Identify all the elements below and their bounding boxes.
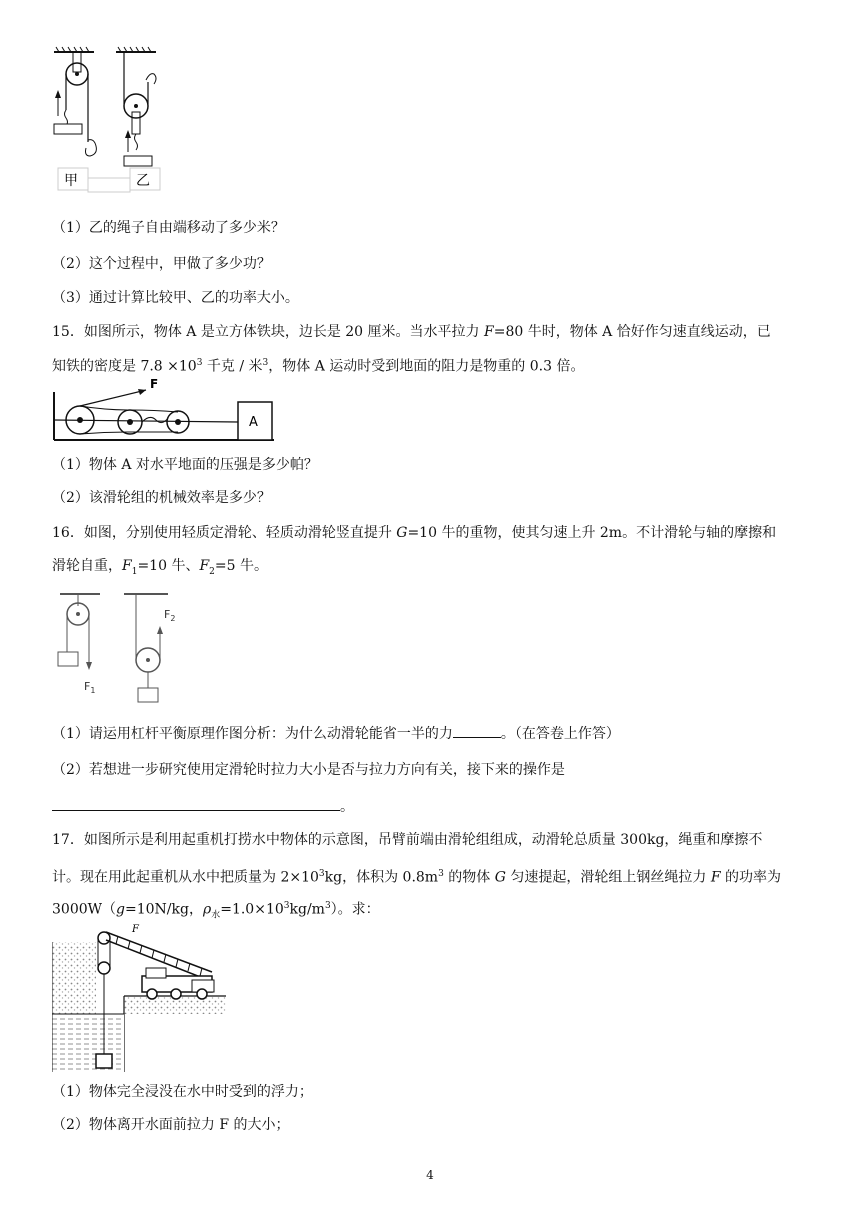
page-number: 4 — [426, 1168, 434, 1182]
figure-q16-svg — [54, 590, 204, 708]
label-F1: $F_1$ — [84, 680, 96, 695]
q16-sub2: （2）若想进一步研究使用定滑轮时拉力大小是否与拉力方向有关，接下来的操作是 — [52, 762, 565, 778]
q17-sub2: （2）物体离开水面前拉力 F 的大小； — [52, 1117, 290, 1133]
q15-stem-line1: 15．如图所示，物体 A 是立方体铁块，边长是 20 厘米。当水平拉力 F=80 牛时，物体 A 恰好作匀速直线运动，已 — [52, 324, 771, 340]
label-A: A — [249, 415, 258, 430]
q14-sub2: （2）这个过程中，甲做了多少功？ — [52, 256, 271, 272]
q14-sub3: （3）通过计算比较甲、乙的功率大小。 — [52, 290, 299, 306]
figure-q15-svg — [50, 378, 276, 442]
label-F: F — [132, 924, 139, 935]
answer-blank-2 — [52, 796, 340, 811]
label-yi: 乙 — [136, 173, 150, 189]
q17-sub1: （1）物体完全浸没在水中时受到的浮力； — [52, 1084, 313, 1100]
figure-q17-svg — [52, 922, 228, 1074]
q15-sub1: （1）物体 A 对水平地面的压强是多少帕？ — [52, 457, 318, 473]
q15-sub2: （2）该滑轮组的机械效率是多少？ — [52, 490, 271, 506]
figure-q14-svg — [50, 42, 180, 194]
figure-q15-pulley-system — [50, 378, 276, 442]
q15-stem-line2: 知铁的密度是 $7.8 \times 10^3$ 千克 / 米$^3$，物体 A 运动时受到地面的阻力是物重的 0.3 倍。 — [52, 358, 585, 375]
q16-sub2-answer: 。 — [52, 796, 354, 817]
answer-blank-1 — [453, 723, 501, 738]
label-F2: $F_2$ — [164, 608, 176, 623]
figure-q16-pulleys — [54, 590, 204, 708]
q14-sub1: （1）乙的绳子自由端移动了多少米？ — [52, 220, 285, 236]
figure-q14-pulleys — [50, 42, 180, 194]
q17-stem-line2: 计。现在用此起重机从水中把质量为 $2\times 10^3kg$，体积为 $0.8m^3$ 的物体 G 匀速提起，滑轮组上钢丝绳拉力 F 的功率为 — [52, 869, 781, 886]
q16-sub1: （1）请运用杠杆平衡原理作图分析：为什么动滑轮能省一半的力 。（在答卷上作答） — [52, 723, 620, 744]
q16-stem-line2: 滑轮自重，$F_1=10$ 牛、$F_2=5$ 牛。 — [52, 558, 268, 577]
q17-stem-line3: 3000W（g=10N/kg，$\rho_水=1.0\times 10^3kg/m^3$）。求： — [52, 901, 380, 921]
label-jia: 甲 — [64, 173, 78, 189]
q17-stem-line1: 17．如图所示是利用起重机打捞水中物体的示意图，吊臂前端由滑轮组组成，动滑轮总质量 300kg，绳重和摩擦不 — [52, 832, 763, 848]
figure-q17-crane — [52, 922, 228, 1074]
label-F: F — [150, 378, 159, 391]
q16-stem-line1: 16．如图，分别使用轻质定滑轮、轻质动滑轮竖直提升 G=10 牛的重物，使其匀速上升 2m。不计滑轮与轴的摩擦和 — [52, 525, 777, 541]
